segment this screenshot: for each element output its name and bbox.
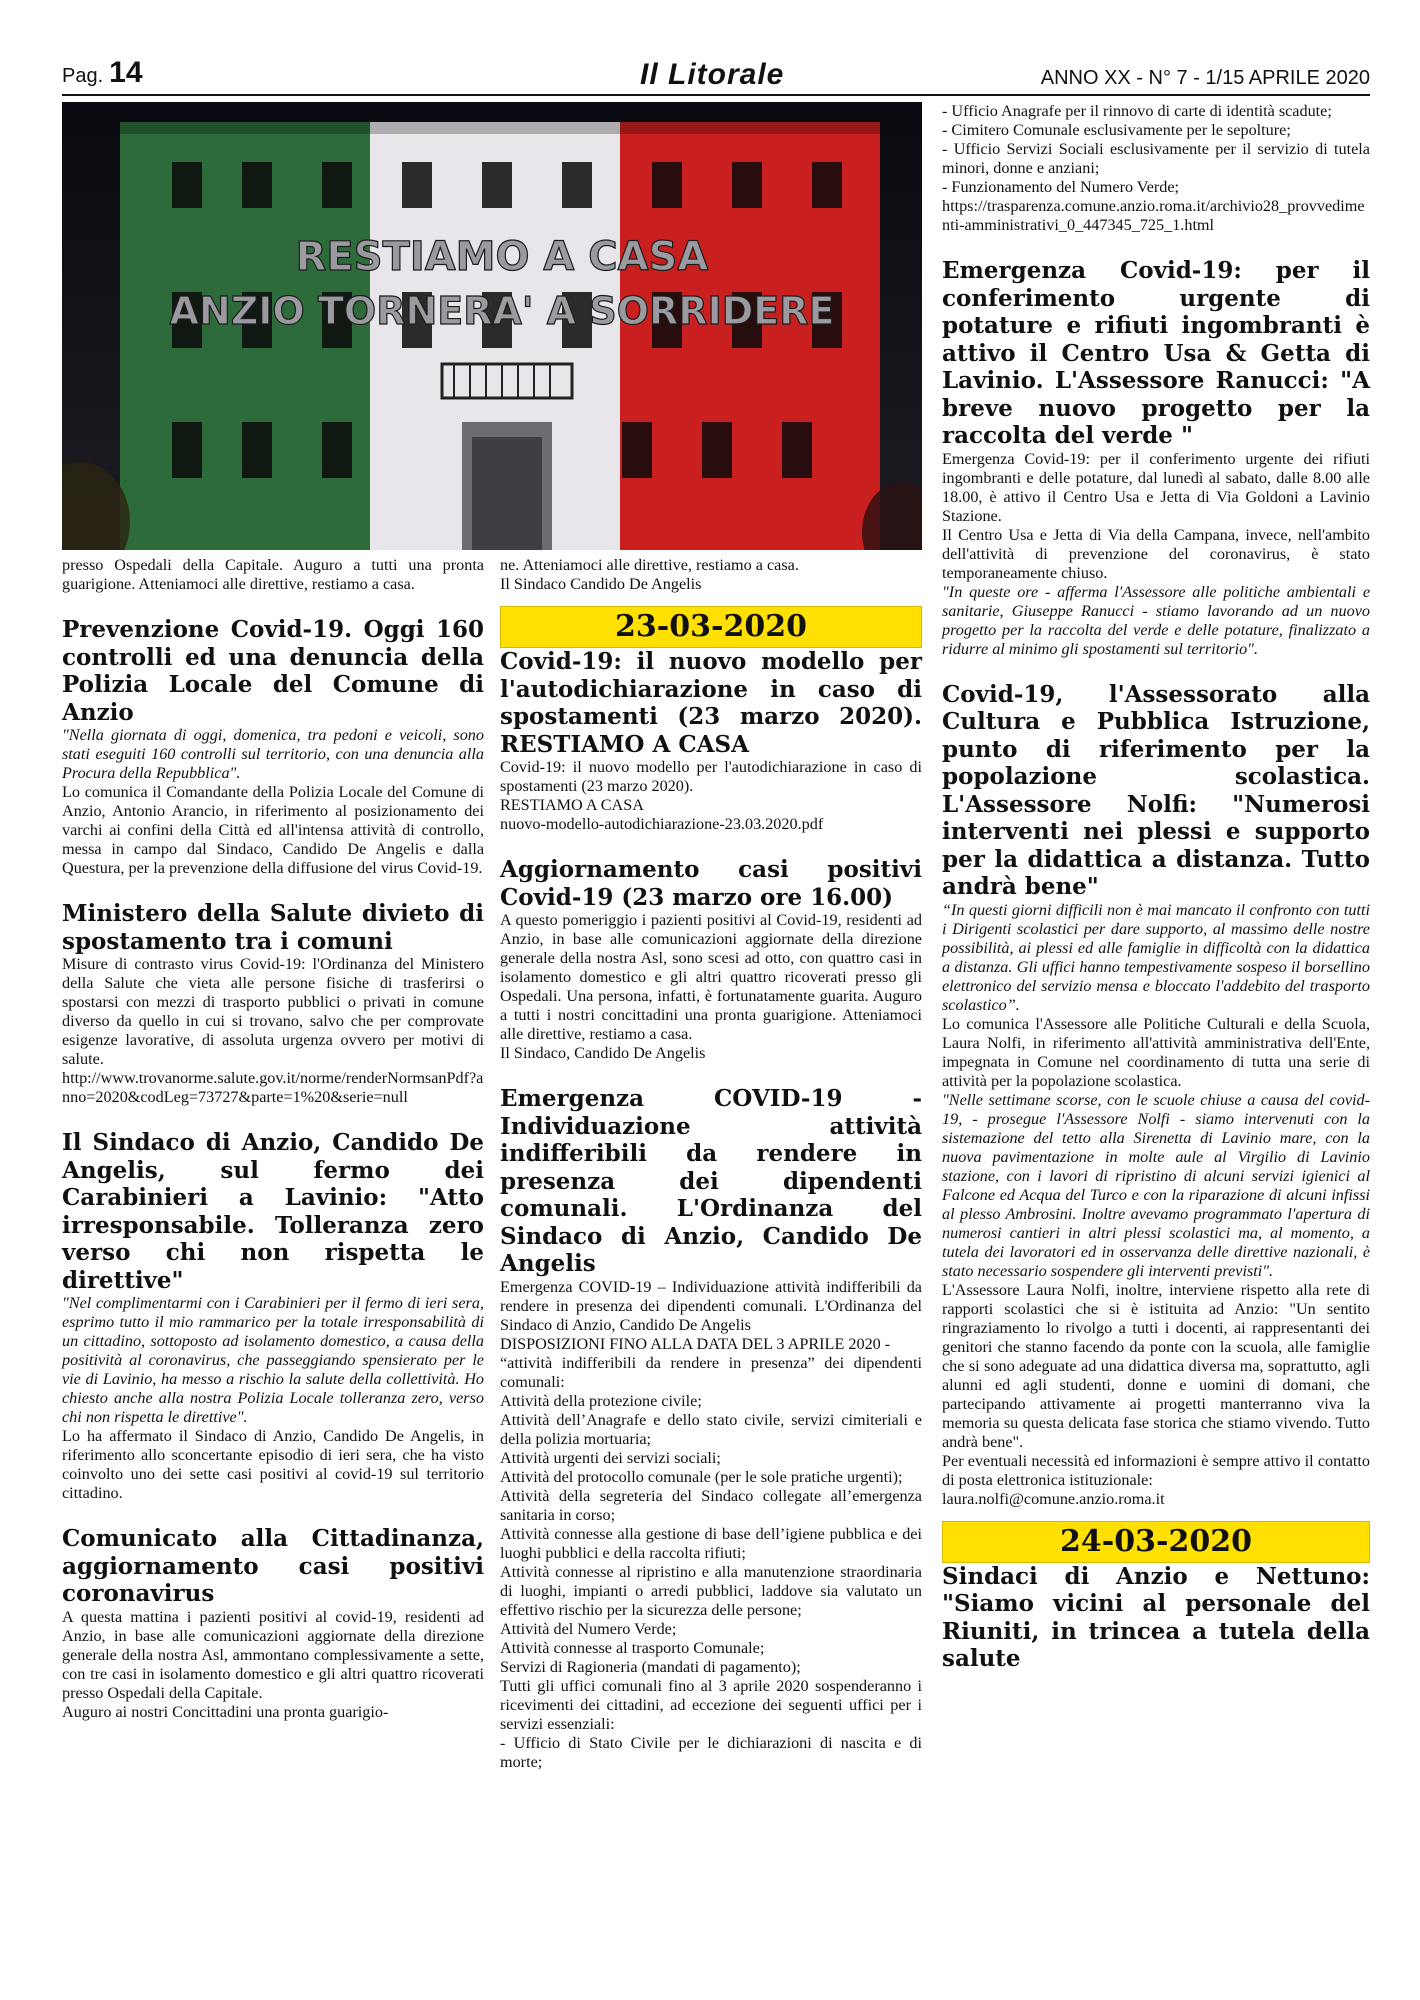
col2-intro: ne. Atteniamoci alle direttive, restiamo a casa.: [500, 556, 799, 574]
article-body: Lo comunica l'Assessore alle Politiche Culturali e della Scuola, Laura Nolfi, in riferimento all'attività amministrativa dell'Ente, impegnata in Comune nel coordinamento di tutta una serie di attività per la popolazione scolastica.: [942, 1014, 1370, 1090]
article-body: A questa mattina i pazienti positivi al covid-19, residenti ad Anzio, in base alle comunicazioni aggiornate della direzione generale della nostra Asl, ammontano complessivamente a sette, con tre casi in isolamento domestico e gli altri quattro ricoverati presso Ospedali della Capitale.: [62, 1607, 484, 1702]
article-body: Covid-19: il nuovo modello per l'autodichiarazione in caso di spostamenti (23 marzo 2020).: [500, 758, 922, 795]
column-3: [942, 102, 1370, 1673]
article-quote: “In questi giorni difficili non è mai mancato il confronto con tutti i Dirigenti scolastici per dare supporto, al massimo delle nostre possibilità, ai plessi ed alle famiglie in difficoltà con la didattica a distanza. Gli uffici hanno tempestivamente sospeso il borsellino elettronico del servizio mensa e bloccato l'addebito del trasporto scolastico”.: [942, 900, 1370, 1014]
column-1: [62, 556, 484, 1722]
list-item: - Funzionamento del Numero Verde;: [942, 178, 1180, 196]
article-title: Covid-19, l'Assessorato alla Cultura e Pubblica Istruzione, punto di riferimento per la popolazione scolastica. L'Assessore Nolfi: "Numerosi interventi nei plessi e supporto per la didattica a distanza. Tutto andrà bene": [942, 680, 1370, 900]
article-link[interactable]: https://trasparenza.comune.anzio.roma.it/archivio28_provvedimenti-amministrativi_0_447345_725_1.html: [942, 197, 1365, 234]
article-body: Il Centro Usa e Jetta di Via della Campana, invece, nell'ambito dell'attività di prevenzione del coronavirus, è stato temporaneamente chiuso.: [942, 525, 1370, 582]
col1-intro: presso Ospedali della Capitale. Auguro a tutti una pronta guarigione. Atteniamoci alle direttive, restiamo a casa.: [62, 556, 484, 593]
article-title: Aggiornamento casi positivi Covid-19 (23 marzo ore 16.00): [500, 856, 922, 911]
article-title: Sindaci di Anzio e Nettuno: "Siamo vicini al personale del Riuniti, in trincea a tutela della salute: [942, 1562, 1370, 1672]
article-link[interactable]: http://www.trovanorme.salute.gov.it/norme/renderNormsanPdf?anno=2020&codLeg=73727&parte=1%20&serie=null: [62, 1069, 484, 1106]
page-number: Pag. 14: [62, 56, 143, 89]
list-item: - Ufficio Servizi Sociali esclusivamente per il servizio di tutela minori, donne e anziani;: [942, 140, 1370, 177]
attachment-link[interactable]: nuovo-modello-autodichiarazione-23.03.2020.pdf: [500, 815, 824, 833]
article-quote: "In queste ore - afferma l'Assessore alle politiche ambientali e sanitarie, Giuseppe Ranucci - stiamo lavorando ad un nuovo progetto per la raccolta del verde e delle potature, finalizzato a ridurre al minimo gli spostamenti sul territorio".: [942, 582, 1370, 658]
article-body: Misure di contrasto virus Covid-19: l'Ordinanza del Ministero della Salute che vieta alle persone fisiche di trasferirsi o spostarsi con mezzi di trasporto pubblici o privati in comune diverso da quello in cui si trovano, salvo che per comprovate esigenze lavorative, di assoluta urgenza ovvero per motivi di salute.: [62, 955, 484, 1068]
article-body: Emergenza Covid-19: per il conferimento urgente dei rifiuti ingombranti e delle potature, dal lunedì al sabato, dalle 8.00 alle 18.00, è attivo il Centro Usa e Jetta di Via Goldoni a Lavinio Stazione.: [942, 449, 1370, 525]
list-item: Attività della segreteria del Sindaco collegate all’emergenza sanitaria in corso;: [500, 1486, 922, 1524]
list-item: Attività connesse alla gestione di base dell’igiene pubblica e dei luoghi pubblici e della raccolta rifiuti;: [500, 1524, 922, 1562]
article-title: Ministero della Salute divieto di spostamento tra i comuni: [62, 900, 484, 955]
issue-info: ANNO XX - N° 7 - 1/15 APRILE 2020: [1040, 67, 1370, 89]
activity-list: [500, 1392, 922, 1772]
page-header: [62, 56, 1370, 96]
article-title: Il Sindaco di Anzio, Candido De Angelis, sul fermo dei Carabinieri a Lavinio: "Atto irresponsabile. Tolleranza zero verso chi non rispetta le direttive": [62, 1129, 484, 1294]
list-item: Attività connesse al trasporto Comunale;: [500, 1638, 765, 1657]
article-body: Emergenza COVID-19 – Individuazione attività indifferibili da rendere in presenza dei dipendenti comunali. L'Ordinanza del Sindaco di Anzio, Candido De Angelis: [500, 1277, 922, 1334]
article-title: Covid-19: il nuovo modello per l'autodichiarazione in caso di spostamenti (23 marzo 2020). RESTIAMO A CASA: [500, 648, 922, 758]
article-quote: "Nelle settimane scorse, con le scuole chiuse a causa del covid-19, - prosegue l'Assessore Nolfi - siamo intervenuti con la sistemazione del tetto alla Sirenetta di Lavinio mare, con la nuova pavimentazione in molte aule al Virgilio di Lavinio stazione, con i lavori di ripristino di alcuni servizi igienici al Falcone ed Acqua del Turco e con la riparazione di alcuni infissi al plesso Ambrosini. Inoltre avevamo programmato l'apertura di numerosi cantieri in altri plessi scolastici ma, al momento, a tutela dei lavoratori ed in osservanza delle direttive nazionali, è stato necessario sospendere gli interventi previsti".: [942, 1090, 1370, 1280]
article-title: Comunicato alla Cittadinanza, aggiornamento casi positivi coronavirus: [62, 1525, 484, 1607]
list-item: - Cimitero Comunale esclusivamente per le sepolture;: [942, 121, 1291, 139]
article-body: A questo pomeriggio i pazienti positivi al Covid-19, residenti ad Anzio, in base alle comunicazioni aggiornate della direzione generale della nostra Asl, sono scesi ad otto, con quattro casi in isolamento domestico e gli altri quattro ricoverati presso gli Ospedali. Una persona, infatti, è fortunatamente guarita. Auguro a tutti i nostri concittadini una pronta guarigione. Atteniamoci alle direttive, restiamo a casa.: [500, 911, 922, 1043]
list-item: Tutti gli uffici comunali fino al 3 aprile 2020 sospenderanno i ricevimenti dei cittadini, ad eccezione dei seguenti uffici per i servizi essenziali:: [500, 1676, 922, 1733]
article-body: “attività indifferibili da rendere in presenza” dei dipendenti comunali:: [500, 1353, 922, 1391]
article-body: DISPOSIZIONI FINO ALLA DATA DEL 3 APRILE 2020 -: [500, 1334, 891, 1353]
col2-sign: Il Sindaco Candido De Angelis: [500, 575, 702, 593]
photo-text-line2: ANZIO TORNERA' A SORRIDERE: [169, 289, 835, 333]
date-banner: 24-03-2020: [942, 1521, 1370, 1563]
list-item: Servizi di Ragioneria (mandati di pagamento);: [500, 1657, 801, 1676]
article-sign: Il Sindaco, Candido De Angelis: [500, 1044, 706, 1062]
article-body: Lo ha affermato il Sindaco di Anzio, Candido De Angelis, in riferimento allo sconcertante episodio di ieri sera, che ha visto coinvolto uno dei sette casi positivi al covid-19 sul territorio cittadino.: [62, 1427, 484, 1502]
building-photo: [62, 102, 922, 550]
newspaper-title: Il Litorale: [640, 58, 785, 91]
list-item: Attività dell’Anagrafe e dello stato civile, servizi cimiteriali e della polizia mortuaria;: [500, 1410, 922, 1448]
list-item: Attività del Numero Verde;: [500, 1619, 677, 1638]
article-title: Emergenza Covid-19: per il conferimento urgente di potature e rifiuti ingombranti è attivo il Centro Usa & Getta di Lavinio. L'Assessore Ranucci: "A breve nuovo progetto per la raccolta del verde ": [942, 257, 1370, 449]
article-body: Per eventuali necessità ed informazioni è sempre attivo il contatto di posta elettronica istituzionale:: [942, 1451, 1370, 1489]
list-item: Attività del protocollo comunale (per le sole pratiche urgenti);: [500, 1467, 903, 1486]
article-body: Lo comunica il Comandante della Polizia Locale del Comune di Anzio, Antonio Arancio, in riferimento al posizionamento dei varchi ai confini della Città ed all'intensa attività di controllo, messa in campo dal Sindaco, Candido De Angelis e dalla Questura, per la prevenzione della diffusione del virus Covid-19.: [62, 783, 484, 877]
article-body: RESTIAMO A CASA: [500, 796, 644, 814]
date-banner: 23-03-2020: [500, 606, 922, 648]
list-item: Attività connesse al ripristino e alla manutenzione straordinaria di luoghi, impianti o arredi pubblici, laddove sia valutato un effettivo rischio per la sicurezza delle persone;: [500, 1562, 922, 1619]
list-item: - Ufficio di Stato Civile per le dichiarazioni di nascita e di morte;: [500, 1733, 922, 1771]
photo-text-line1: RESTIAMO A CASA: [295, 234, 709, 280]
article-title: Emergenza COVID-19 - Individuazione attività indifferibili da rendere in presenza dei dipendenti comunali. L'Ordinanza del Sindaco di Anzio, Candido De Angelis: [500, 1085, 922, 1277]
list-item: Attività urgenti dei servizi sociali;: [500, 1448, 721, 1467]
email-link[interactable]: laura.nolfi@comune.anzio.roma.it: [942, 1489, 1165, 1508]
article-title: Prevenzione Covid-19. Oggi 160 controlli ed una denuncia della Polizia Locale del Comune di Anzio: [62, 616, 484, 726]
article-quote: "Nel complimentarmi con i Carabinieri per il fermo di ieri sera, esprimo tutto il mio rammarico per la totale irresponsabilità di un cittadino, sottoposto ad isolamento domestico, a causa della positività al coronavirus, che passeggiando spensierato per le vie di Lavinio, ha messo a rischio la salute della collettività. Ho chiesto anche alla nostra Polizia Locale tolleranza zero, verso chi non rispetta le direttive".: [62, 1294, 484, 1426]
list-item: Attività della protezione civile;: [500, 1391, 702, 1410]
article-quote: "Nella giornata di oggi, domenica, tra pedoni e veicoli, sono stati eseguiti 160 controlli sul territorio, con una denuncia alla Procura della Repubblica".: [62, 726, 484, 782]
list-item: - Ufficio Anagrafe per il rinnovo di carte di identità scadute;: [942, 102, 1332, 120]
column-2: [500, 556, 922, 1772]
article-body: L'Assessore Laura Nolfi, inoltre, interviene rispetto alla rete di rapporti scolastici che si è istituita ad Anzio: "Un sentito ringraziamento lo rivolgo a tutti i docenti, ai rappresentanti dei genitori che stanno facendo da ponte con la scuola, alle famiglie che si sono adeguate ad una didattica diversa ma, soprattutto, agli alunni ed agli studenti, donne e uomini di domani, che partecipando attivamente ai progetti manterranno viva la memoria su questa delicata fase storica che stiamo vivendo. Tutto andrà bene".: [942, 1280, 1370, 1451]
article-body: Auguro ai nostri Concittadini una pronta guarigio-: [62, 1702, 389, 1721]
